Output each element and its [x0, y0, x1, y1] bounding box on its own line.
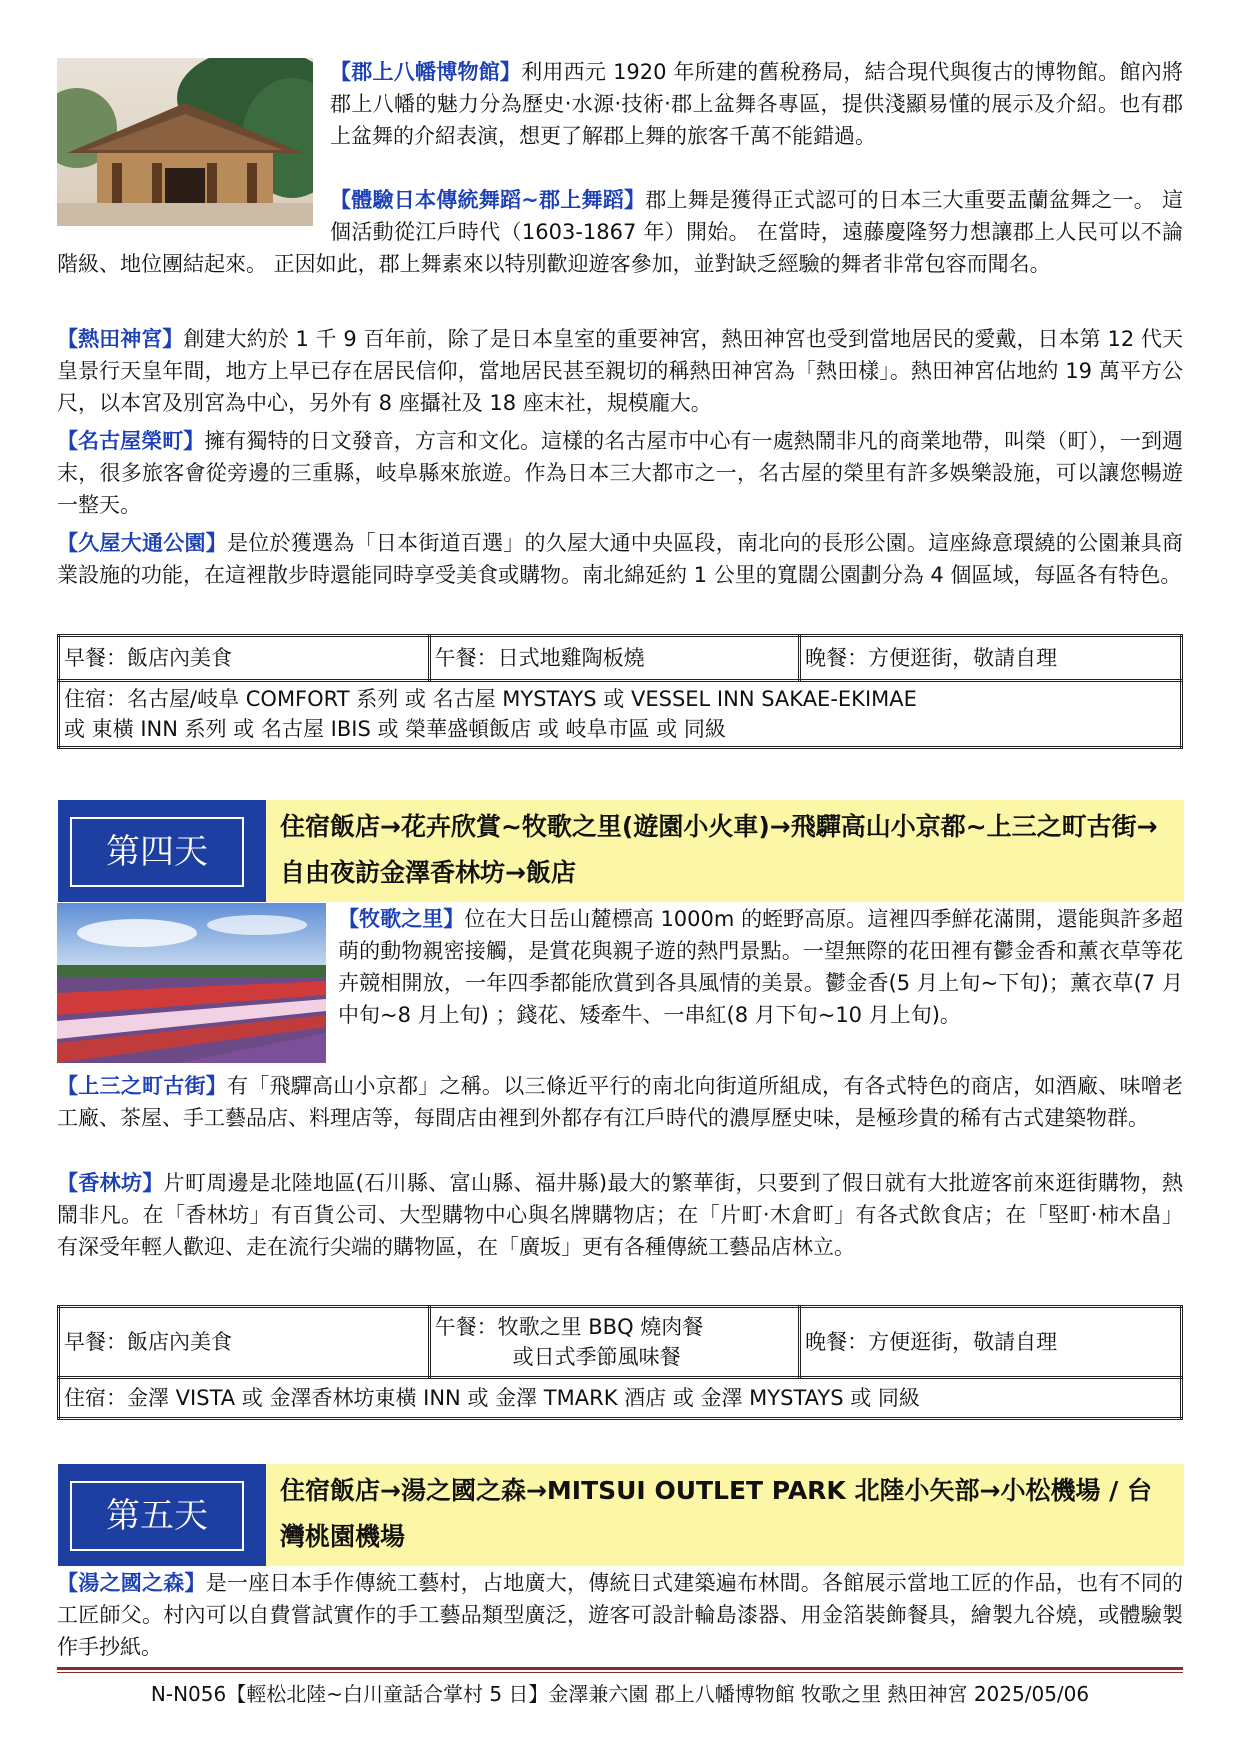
gujo-dance-title: 【體驗日本傳統舞蹈~郡上舞蹈】: [330, 188, 646, 212]
day4-hotel: 住宿：金澤 VISTA 或 金澤香林坊東橫 INN 或 金澤 TMARK 酒店 或 金澤 MYSTAYS 或 同級: [59, 1378, 1182, 1419]
yunokuni-title: 【湯之國之森】: [57, 1571, 206, 1595]
gujo-museum-text: 利用西元 1920 年所建的舊稅務局，結合現代與復古的博物館。館內將郡上八幡的魅力分為歷史‧水源‧技術‧郡上盆舞各專區，提供淺顯易懂的展示及介紹。也有郡上盆舞的介紹表演，想更了解郡上舞的旅客千萬不能錯過。: [330, 60, 1184, 148]
gujo-museum-title: 【郡上八幡博物館】: [330, 60, 522, 84]
hisaya-title: 【久屋大通公園】: [57, 531, 227, 555]
day3-dinner: 晚餐：方便逛街，敬請自理: [800, 636, 1182, 681]
day5-label: 第五天: [70, 1481, 244, 1551]
day4-route-box: [266, 800, 1184, 902]
gujo-dance-paragraph: [57, 184, 1183, 280]
float-spacer: [57, 184, 330, 244]
day3-meals-table: [57, 634, 1183, 749]
sakae-text: 擁有獨特的日文發音，方言和文化。這樣的名古屋市中心有一處熱鬧非凡的商業地帶，叫榮（町），一到週末，很多旅客會從旁邊的三重縣，岐阜縣來旅遊。作為日本三大都市之一，名古屋的榮里有許多娛樂設施，可以讓您暢遊一整天。: [57, 429, 1184, 517]
gujo-museum-paragraph: [330, 56, 1183, 152]
makinosato-paragraph: [338, 903, 1183, 1031]
hisaya-text: 是位於獲選為「日本街道百選」的久屋大通中央區段，南北向的長形公園。這座綠意環繞的公園兼具商業設施的功能，在這裡散步時還能同時享受美食或購物。南北綿延約 1 公里的寬闊公園劃分為 4 個區域，每區各有特色。: [57, 531, 1183, 587]
footer-rule: [57, 1667, 1183, 1670]
day4-lunch-line1: 午餐：牧歌之里 BBQ 燒肉餐: [434, 1315, 704, 1339]
day3-hotel-line2: 或 東橫 INN 系列 或 名古屋 IBIS 或 榮華盛頓飯店 或 岐阜市區 或 同級: [64, 717, 726, 741]
day3-lunch: 午餐：日式地雞陶板燒: [429, 636, 800, 681]
makinosato-text: 位在大日岳山麓標高 1000m 的蛭野高原。這裡四季鮮花滿開，還能與許多超萌的動物親密接觸，是賞花與親子遊的熱門景點。一望無際的花田裡有鬱金香和薰衣草等花卉競相開放，一年四季都能欣賞到各具風情的美景。鬱金香(5 月上旬~下旬)；薰衣草(7 月中旬~8 月上旬) ；錢花、矮牽牛、一串紅(8 月下旬~10 月上旬)。: [338, 907, 1184, 1027]
day4-route: 住宿飯店→花卉欣賞~牧歌之里(遊園小火車)→飛驒高山小京都~上三之町古街→自由夜訪金澤香林坊→飯店: [280, 812, 1158, 887]
atsuta-title: 【熱田神宮】: [57, 327, 184, 351]
yunokuni-paragraph: [57, 1567, 1183, 1663]
day4-breakfast: 早餐：飯店內美食: [59, 1307, 430, 1378]
makinosato-photo: [57, 903, 326, 1063]
sanmachi-paragraph: [57, 1070, 1183, 1134]
day4-lunch: [429, 1307, 800, 1378]
day4-meals-table: [57, 1305, 1183, 1420]
footer-rule-thin: [57, 1672, 1183, 1673]
korinbo-title: 【香林坊】: [57, 1171, 164, 1195]
sakae-paragraph: [57, 425, 1183, 521]
day4-dinner: 晚餐：方便逛街，敬請自理: [800, 1307, 1182, 1378]
sanmachi-title: 【上三之町古街】: [57, 1074, 227, 1098]
day5-route-box: [266, 1464, 1184, 1566]
korinbo-paragraph: [57, 1167, 1183, 1263]
day4-label-box: [58, 800, 266, 902]
day3-hotel-line1: 住宿：名古屋/岐阜 COMFORT 系列 或 名古屋 MYSTAYS 或 VESSEL INN SAKAE-EKIMAE: [64, 687, 917, 711]
day4-label: 第四天: [70, 817, 244, 887]
hisaya-paragraph: [57, 527, 1183, 591]
sanmachi-text: 有「飛驒高山小京都」之稱。以三條近平行的南北向街道所組成，有各式特色的商店，如酒廠、味噌老工廠、茶屋、手工藝品店、料理店等，每間店由裡到外都存有江戶時代的濃厚歷史味，是極珍貴的稀有古式建築物群。: [57, 1074, 1183, 1130]
day3-hotel: [59, 681, 1182, 748]
sakae-title: 【名古屋榮町】: [57, 429, 205, 453]
atsuta-paragraph: [57, 323, 1183, 419]
day3-breakfast: 早餐：飯店內美食: [59, 636, 430, 681]
yunokuni-text: 是一座日本手作傳統工藝村，占地廣大，傳統日式建築遍布林間。各館展示當地工匠的作品，也有不同的工匠師父。村內可以自費嘗試實作的手工藝品類型廣泛，遊客可設計輪島漆器、用金箔裝飾餐具，繪製九谷燒，或體驗製作手抄紙。: [57, 1571, 1183, 1659]
makinosato-title: 【牧歌之里】: [338, 907, 465, 931]
korinbo-text: 片町周邊是北陸地區(石川縣、富山縣、福井縣)最大的繁華街，只要到了假日就有大批遊客前來逛街購物，熱鬧非凡。在「香林坊」有百貨公司、大型購物中心與名牌購物店；在「片町‧木倉町」有各式飲食店；在「堅町‧柿木畠」有深受年輕人歡迎、走在流行尖端的購物區，在「廣坂」更有各種傳統工藝品店林立。: [57, 1171, 1184, 1259]
day5-label-box: [58, 1464, 266, 1566]
gujo-dance-text: 郡上舞是獲得正式認可的日本三大重要盂蘭盆舞之一。 這個活動從江戶時代（1603-1867 年）開始。 在當時，遠藤慶隆努力想讓郡上人民可以不論階級、地位團結起來。 正因如此，郡上舞素來以特別歡迎遊客參加，並對缺乏經驗的舞者非常包容而聞名。: [57, 188, 1183, 276]
page-footer: N-N056【輕松北陸~白川童話合掌村 5 日】金澤兼六園 郡上八幡博物館 牧歌之里 熱田神宮 2025/05/06: [150, 1682, 1090, 1706]
atsuta-text: 創建大約於 1 千 9 百年前，除了是日本皇室的重要神宮，熱田神宮也受到當地居民的愛戴，日本第 12 代天皇景行天皇年間，地方上早已存在居民信仰，當地居民甚至親切的稱熱田神宮為「熱田樣」。熱田神宮佔地約 19 萬平方公尺，以本宮及別宮為中心，另外有 8 座攝社及 18 座末社，規模龐大。: [57, 327, 1183, 415]
day5-route: 住宿飯店→湯之國之森→MITSUI OUTLET PARK 北陸小矢部→小松機場 / 台灣桃園機場: [280, 1476, 1152, 1551]
day4-lunch-line2: 或日式季節風味餐: [512, 1345, 681, 1369]
